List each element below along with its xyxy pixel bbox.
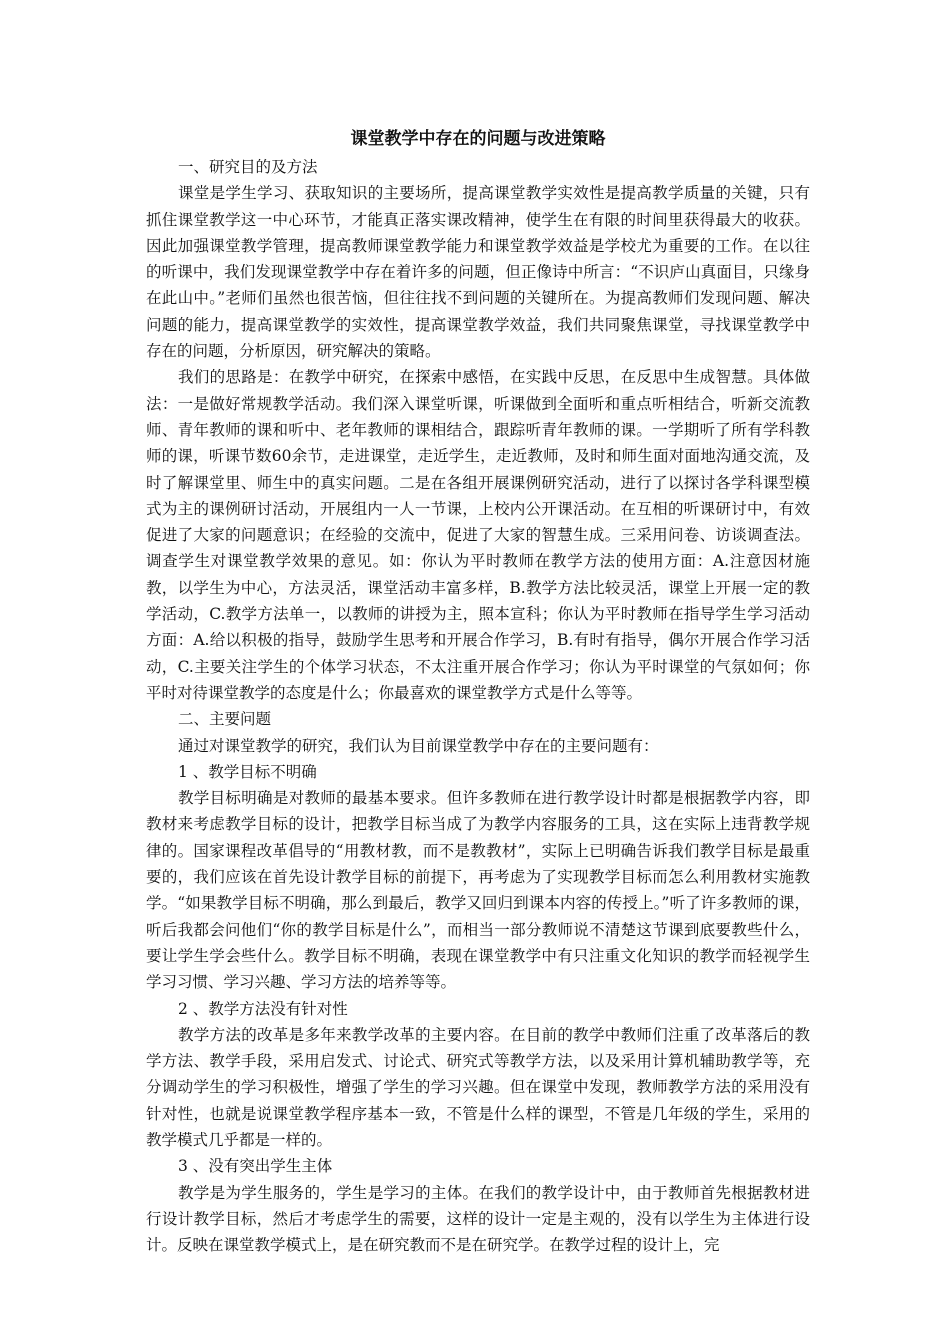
paragraph: 通过对课堂教学的研究，我们认为目前课堂教学中存在的主要问题有： bbox=[178, 736, 659, 755]
section-heading: 二、主要问题 bbox=[178, 710, 272, 729]
section-heading: 1 、教学目标不明确 bbox=[178, 762, 317, 781]
section-unclear-objectives bbox=[146, 759, 810, 996]
section-heading: 2 、教学方法没有针对性 bbox=[178, 999, 348, 1018]
document-page bbox=[146, 124, 810, 1258]
paragraph: 教学目标明确是对教师的最基本要求。但许多教师在进行教学设计时都是根据教学内容，即教材来考虑教学目标的设计，把教学目标当成了为教学内容服务的工具，这在实际上违背教学规律的。国家课程改革倡导的“用教材教，而不是教教材”，实际上已明确告诉我们教学目标是最重要的，我们应该在首先设计教学目标的前提下，再考虑为了实现教学目标而怎么利用教材实施教学。“如果教学目标不明确，那么到最后，教学又回归到课本内容的传授上。”听了许多教师的课，听后我都会问他们“你的教学目标是什么”，而相当一部分教师说不清楚这节课到底要教些什么，要让学生学会些什么。教学目标不明确，表现在课堂教学中有只注重文化知识的教学而轻视学生学习习惯、学习兴趣、学习方法的培养等等。 bbox=[146, 789, 810, 992]
paragraph: 课堂是学生学习、获取知识的主要场所，提高课堂教学实效性是提高教学质量的关键，只有抓住课堂教学这一中心环节，才能真正落实课改精神，使学生在有限的时间里获得最大的收获。因此加强课堂教学管理，提高教师课堂教学能力和课堂教学效益是学校尤为重要的工作。在以往的听课中，我们发现课堂教学中存在着许多的问题，但正像诗中所言：“不识庐山真面目，只缘身在此山中。”老师们虽然也很苦恼，但往往找不到问题的关键所在。为提高教师们发现问题、解决问题的能力，提高课堂教学的实效性，提高课堂教学效益，我们共同聚焦课堂，寻找课堂教学中存在的问题，分析原因，研究解决的策略。 bbox=[146, 184, 810, 361]
document-title: 课堂教学中存在的问题与改进策略 bbox=[350, 129, 606, 149]
paragraph: 教学方法的改革是多年来教学改革的主要内容。在目前的教学中教师们注重了改革落后的教学方法、教学手段，采用启发式、讨论式、研究式等教学方法，以及采用计算机辅助教学等，充分调动学生的学习积极性，增强了学生的学习兴趣。但在课堂中发现，教师教学方法的采用没有针对性，也就是说课堂教学程序基本一致，不管是什么样的课型，不管是几年级的学生，采用的教学模式几乎都是一样的。 bbox=[146, 1025, 810, 1149]
section-research-purpose bbox=[146, 154, 810, 706]
paragraph: 教学是为学生服务的，学生是学习的主体。在我们的教学设计中，由于教师首先根据教材进行设计教学目标，然后才考虑学生的需要，这样的设计一定是主观的，没有以学生为主体进行设计。反映在课堂教学模式上，是在研究教而不是在研究学。在教学过程的设计上，完 bbox=[146, 1183, 810, 1255]
section-heading: 一、研究目的及方法 bbox=[178, 158, 318, 176]
section-main-problems bbox=[146, 706, 810, 759]
paragraph: 我们的思路是：在教学中研究，在探索中感悟，在实践中反思，在反思中生成智慧。具体做法：一是做好常规教学活动。我们深入课堂听课，听课做到全面听和重点听相结合，听新交流教师、青年教师的课和听中、老年教师的课相结合，跟踪听青年教师的课。一学期听了所有学科教师的课，听课节数60余节，走进课堂，走近学生，走近教师，及时和师生面对面地沟通交流，及时了解课堂里、师生中的真实问题。二是在各组开展课例研究活动，进行了以探讨各学科课型模式为主的课例研讨活动，开展组内一人一节课，上校内公开课活动。在互相的听课研讨中，有效促进了大家的问题意识；在经验的交流中，促进了大家的智慧生成。三采用问卷、访谈调查法。调查学生对课堂教学效果的意见。如：你认为平时教师在教学方法的使用方面：A.注意因材施教，以学生为中心，方法灵活，课堂活动丰富多样，B.教学方法比较灵活，课堂上开展一定的教学活动，C.教学方法单一，以教师的讲授为主，照本宣科；你认为平时教师在指导学生学习活动方面：A.给以积极的指导，鼓励学生思考和开展合作学习，B.有时有指导，偶尔开展合作学习活动，C.主要关注学生的个体学习状态，不太注重开展合作学习；你认为平时课堂的气氛如何；你平时对待课堂教学的态度是什么；你最喜欢的课堂教学方式是什么等等。 bbox=[146, 368, 810, 702]
section-student-subject bbox=[146, 1153, 810, 1258]
section-heading: 3 、没有突出学生主体 bbox=[178, 1157, 333, 1176]
section-teaching-methods bbox=[146, 996, 810, 1154]
